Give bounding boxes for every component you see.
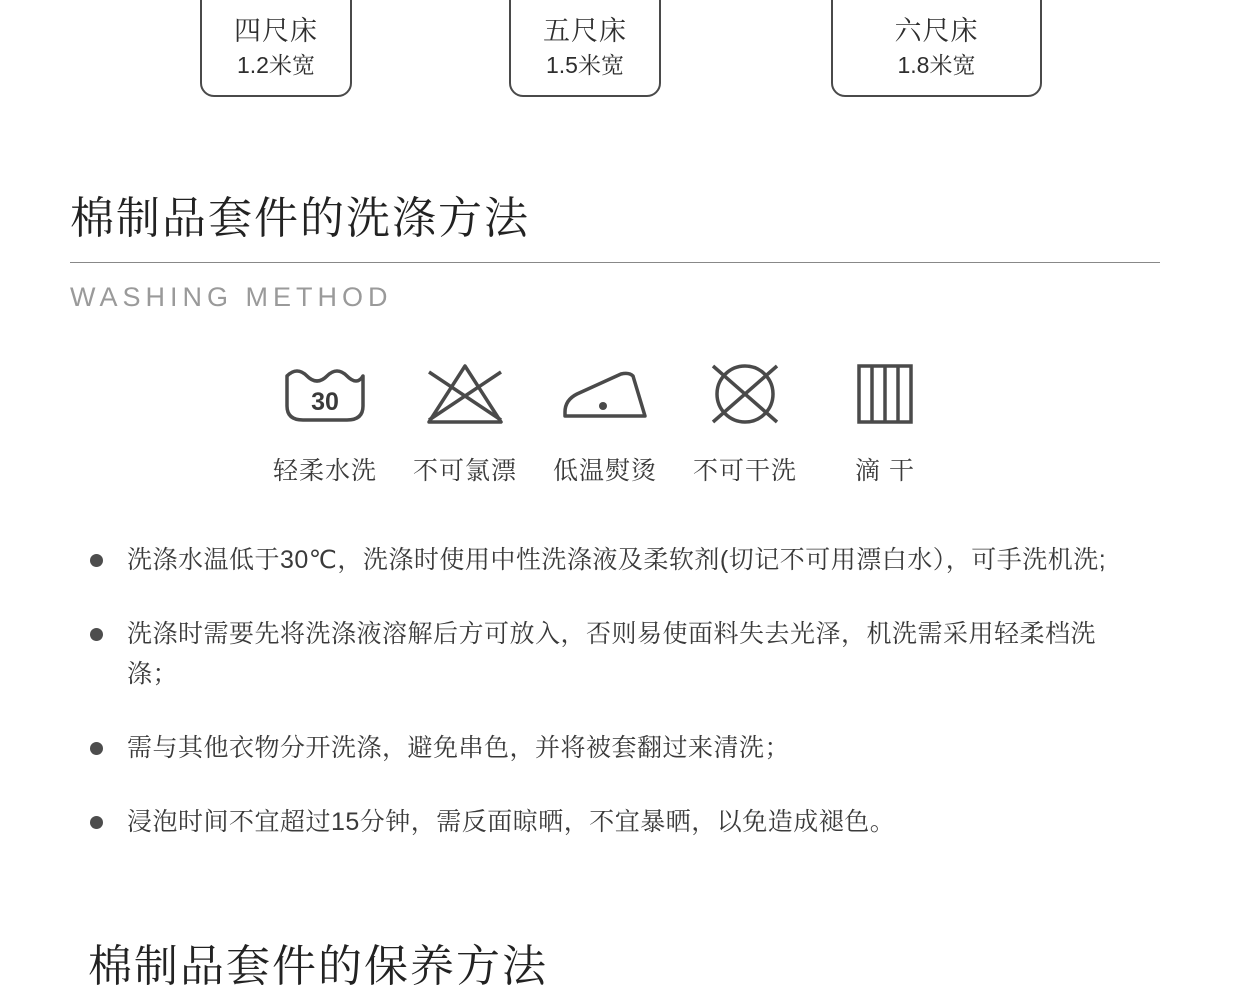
maintenance-section-title: 棉制品套件的保养方法	[88, 942, 548, 991]
care-symbol-label: 不可干洗	[692, 457, 797, 485]
bed-size-name: 六尺床	[894, 16, 979, 46]
care-symbol-hand-wash	[255, 355, 395, 487]
care-symbol-row	[255, 355, 955, 487]
bed-size-card[interactable]	[509, 0, 661, 97]
list-item-text: 洗涤水温低于30℃，洗涤时使用中性洗涤液及柔软剂(切记不可用漂白水），可手洗机洗;	[127, 546, 1107, 574]
bed-size-dimension: 1.5米宽	[546, 52, 624, 78]
bed-size-dimension: 1.8米宽	[897, 52, 976, 78]
list-item	[90, 728, 1160, 768]
list-item-text: 浸泡时间不宜超过15分钟，需反面晾晒，不宜暴晒，以免造成褪色。	[127, 808, 896, 836]
page-title: 棉制品套件的洗涤方法	[70, 190, 1160, 263]
drip-dry-icon	[835, 355, 935, 435]
list-item-text: 需与其他衣物分开洗涤，避免串色，并将被套翻过来清洗；	[127, 734, 791, 762]
care-symbol-label: 不可氯漂	[412, 457, 517, 485]
list-item	[90, 614, 1160, 694]
washing-instruction-list	[90, 540, 1160, 876]
low-temp-iron-icon	[555, 355, 655, 435]
washing-section-header	[70, 190, 1160, 317]
care-symbol-drip-dry	[815, 355, 955, 487]
do-not-bleach-icon	[415, 355, 515, 435]
care-symbol-label: 滴 干	[855, 457, 915, 485]
list-item-text: 洗涤时需要先将洗涤液溶解后方可放入，否则易使面料失去光泽，机洗需采用轻柔档洗涤；	[127, 620, 1097, 688]
bullet-dot-icon	[90, 554, 103, 567]
bed-size-card-row	[0, 0, 1251, 100]
care-symbol-low-iron	[535, 355, 675, 487]
care-symbol-label: 低温熨烫	[552, 457, 657, 485]
list-item	[90, 540, 1160, 580]
bullet-dot-icon	[90, 816, 103, 829]
svg-text:30: 30	[311, 388, 339, 416]
bed-size-card[interactable]	[831, 0, 1042, 97]
care-symbol-label: 轻柔水洗	[272, 457, 377, 485]
do-not-dry-clean-icon	[695, 355, 795, 435]
bed-size-card[interactable]	[200, 0, 352, 97]
list-item	[90, 802, 1160, 842]
bullet-dot-icon	[90, 628, 103, 641]
bed-size-name: 四尺床	[234, 16, 318, 46]
page-subtitle: WASHING METHOD	[70, 282, 393, 312]
bed-size-name: 五尺床	[543, 16, 627, 46]
care-symbol-no-dry-clean	[675, 355, 815, 487]
care-symbol-no-bleach	[395, 355, 535, 487]
bullet-dot-icon	[90, 742, 103, 755]
bed-size-dimension: 1.2米宽	[237, 52, 315, 78]
hand-wash-30-icon	[275, 355, 375, 435]
